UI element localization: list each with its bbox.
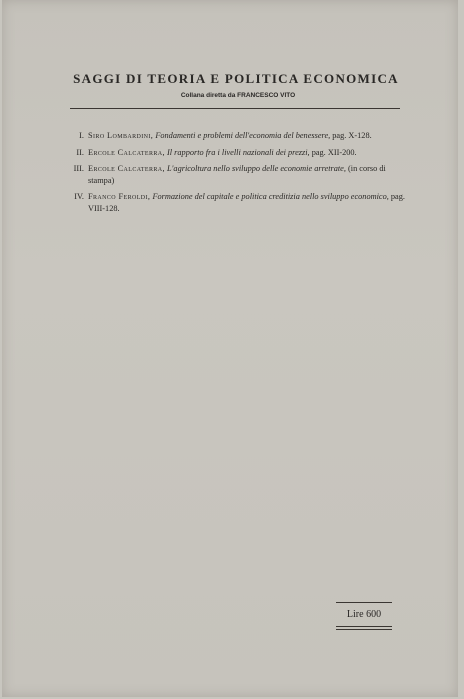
price-box bbox=[336, 602, 392, 629]
entry-title: Fondamenti e problemi dell'economia del benessere, bbox=[155, 131, 331, 140]
entry-author: Siro Lombardini, bbox=[88, 131, 154, 140]
entry-title: Formazione del capitale e politica creditizia nello sviluppo economico, bbox=[152, 192, 389, 201]
list-item bbox=[64, 130, 406, 142]
list-item bbox=[64, 147, 406, 159]
publication-list bbox=[64, 130, 406, 219]
entry-title: L'agricoltura nello sviluppo delle economie arretrate, bbox=[167, 164, 346, 173]
entry-author: Ercole Calcaterra, bbox=[88, 164, 165, 173]
entry-number: II. bbox=[76, 147, 84, 157]
entry-details: pag. X-128. bbox=[332, 131, 372, 140]
list-item bbox=[64, 191, 406, 214]
series-title: SAGGI DI TEORIA E POLITICA ECONOMICA bbox=[73, 71, 399, 86]
entry-number: I. bbox=[79, 131, 84, 140]
divider-rule bbox=[70, 108, 400, 109]
entry-author: Franco Feroldi, bbox=[88, 192, 151, 201]
entry-details: pag. VIII-128. bbox=[88, 192, 405, 213]
entry-number: IV. bbox=[74, 192, 84, 201]
entry-details: (in corso di stampa) bbox=[88, 164, 386, 185]
entry-number: III. bbox=[73, 164, 84, 173]
price-label: Lire 600 bbox=[346, 609, 382, 620]
entry-author: Ercole Calcaterra, bbox=[88, 147, 165, 157]
entry-details: pag. XII-200. bbox=[311, 147, 357, 157]
series-subtitle: Collana diretta da FRANCESCO VITO bbox=[180, 92, 296, 99]
entry-title: Il rapporto fra i livelli nazionali dei prezzi, bbox=[167, 147, 310, 157]
list-item bbox=[64, 163, 406, 186]
booklet-cover bbox=[2, 0, 458, 697]
